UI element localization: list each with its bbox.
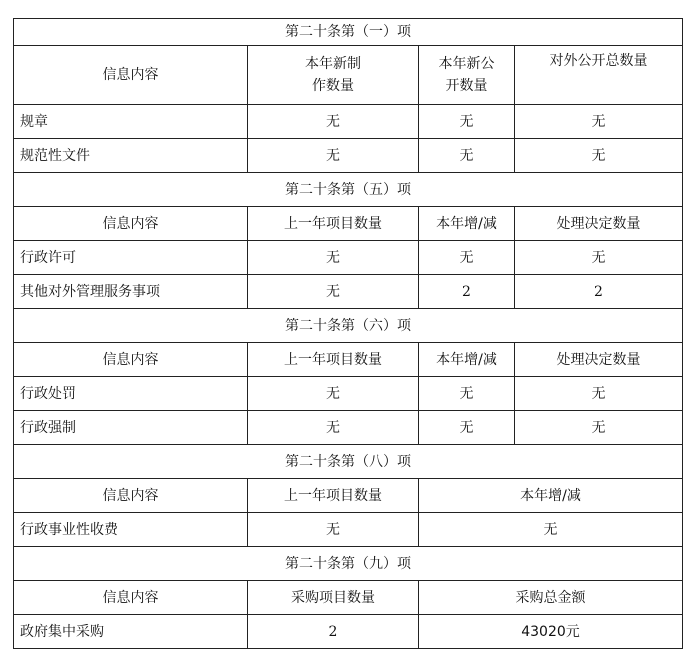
table-row	[14, 615, 683, 649]
row-label: 其他对外管理服务事项	[14, 275, 248, 309]
table-row	[14, 275, 683, 309]
row-value: 无	[248, 139, 419, 173]
row-value: 无	[419, 513, 683, 547]
section-title: 第二十条第（九）项	[14, 547, 683, 581]
row-label: 行政处罚	[14, 377, 248, 411]
header-cell: 处理决定数量	[515, 343, 683, 377]
section-title-row	[14, 547, 683, 581]
header-row	[14, 207, 683, 241]
row-value: 2	[515, 275, 683, 309]
header-cell: 处理决定数量	[515, 207, 683, 241]
row-value: 无	[515, 105, 683, 139]
header-cell: 采购项目数量	[248, 581, 419, 615]
row-value: 无	[248, 241, 419, 275]
section-title-row	[14, 309, 683, 343]
header-cell: 上一年项目数量	[248, 207, 419, 241]
header-cell: 信息内容	[14, 343, 248, 377]
header-row	[14, 46, 683, 105]
row-label: 行政许可	[14, 241, 248, 275]
row-value: 无	[419, 105, 515, 139]
header-cell-info: 信息内容	[14, 46, 248, 105]
row-value: 无	[248, 377, 419, 411]
table-row	[14, 241, 683, 275]
header-cell: 本年增/减	[419, 343, 515, 377]
table-row	[14, 139, 683, 173]
section-title-row	[14, 19, 683, 46]
row-value: 无	[515, 241, 683, 275]
row-value: 43020元	[419, 615, 683, 649]
table-row	[14, 513, 683, 547]
row-value: 无	[515, 411, 683, 445]
row-value: 无	[248, 411, 419, 445]
table-row	[14, 377, 683, 411]
header-cell: 本年增/减	[419, 207, 515, 241]
disclosure-table	[13, 18, 683, 649]
row-label: 行政事业性收费	[14, 513, 248, 547]
row-label: 行政强制	[14, 411, 248, 445]
header-cell: 信息内容	[14, 581, 248, 615]
row-label: 规章	[14, 105, 248, 139]
row-label: 规范性文件	[14, 139, 248, 173]
row-label: 政府集中采购	[14, 615, 248, 649]
header-cell: 上一年项目数量	[248, 479, 419, 513]
section-title: 第二十条第（五）项	[14, 173, 683, 207]
header-cell: 上一年项目数量	[248, 343, 419, 377]
row-value: 2	[248, 615, 419, 649]
row-value: 2	[419, 275, 515, 309]
table-row	[14, 105, 683, 139]
header-row	[14, 343, 683, 377]
header-cell-total-public: 对外公开总数量	[515, 46, 683, 105]
header-cell-new-public: 本年新公 开数量	[419, 46, 515, 105]
section-title: 第二十条第（一）项	[14, 19, 683, 46]
header-cell-new-made: 本年新制 作数量	[248, 46, 419, 105]
row-value: 无	[248, 275, 419, 309]
section-title-row	[14, 445, 683, 479]
table-row	[14, 411, 683, 445]
section-title: 第二十条第（八）项	[14, 445, 683, 479]
row-value: 无	[419, 139, 515, 173]
header-row	[14, 479, 683, 513]
header-cell: 信息内容	[14, 207, 248, 241]
row-value: 无	[419, 411, 515, 445]
row-value: 无	[248, 513, 419, 547]
row-value: 无	[419, 241, 515, 275]
header-cell: 采购总金额	[419, 581, 683, 615]
row-value: 无	[419, 377, 515, 411]
header-cell: 本年增/减	[419, 479, 683, 513]
header-row	[14, 581, 683, 615]
row-value: 无	[515, 377, 683, 411]
section-title-row	[14, 173, 683, 207]
section-title: 第二十条第（六）项	[14, 309, 683, 343]
header-cell: 信息内容	[14, 479, 248, 513]
row-value: 无	[248, 105, 419, 139]
row-value: 无	[515, 139, 683, 173]
